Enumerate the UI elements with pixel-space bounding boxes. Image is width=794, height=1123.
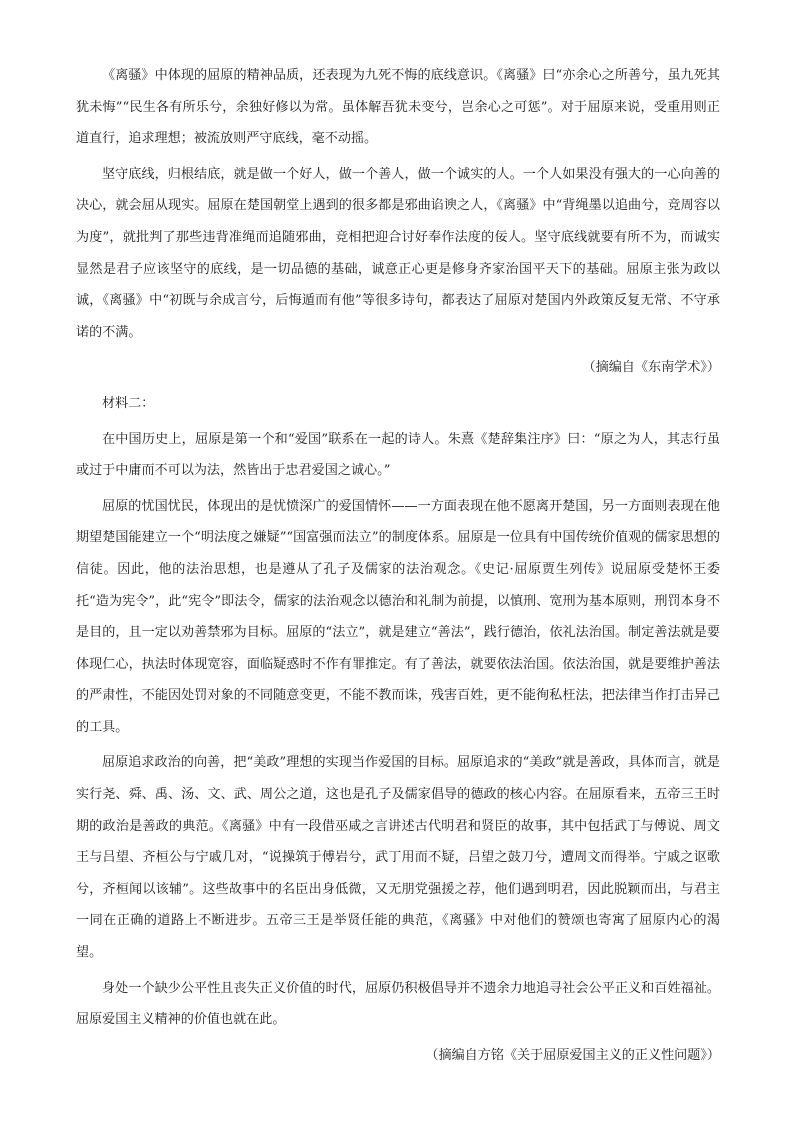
paragraph-4: 屈原的忧国忧民，体现出的是忧愤深广的爱国情怀——一方面表现在他不愿离开楚国，另一方面则表现在他期望楚国能建立一个“明法度之嫌疑”“国富强而法立”的制度体系。屈原是一位具有中国传统价值观的儒家思想的信徒。因此，他的法治思想，也是遵从了孔子及儒家的法治观念。《史记·屈原贾生列传》说屈原受楚怀王委托“造为宪令”，此“宪令”即法令，儒家的法治观念以德治和礼制为前提，以慎刑、宽刑为基本原则，刑罚本身不是目的，且一定以劝善禁邪为目标。屈原的“法立”，就是建立“善法”，践行德治，依礼法治国。制定善法就是要体现仁心，执法时体现宽容，面临疑惑时不作有罪推定。有了善法，就要依法治国。依法治国，就是要维护善法的严肃性，不能因处罚对象的不同随意变更，不能不教而诛，残害百姓，更不能徇私枉法，把法律当作打击异己的工具。 (76, 498, 720, 735)
document-page (76, 60, 720, 1075)
paragraph-2: 坚守底线，归根结底，就是做一个好人，做一个善人，做一个诚实的人。一个人如果没有强大的一心向善的决心，就会屈从现实。屈原在楚国朝堂上遇到的很多都是邪曲谄谀之人，《离骚》中“背绳墨以追曲兮，竞周容以为度”，就批判了那些违背准绳而追随邪曲，竞相把迎合讨好奉作法度的佞人。坚守底线就要有所不为，而诚实显然是君子应该坚守的底线，是一切品德的基础，诚意正心更是修身齐家治国平天下的基础。屈原主张为政以诚，《离骚》中“初既与余成言兮，后悔遁而有他”等很多诗句，都表达了屈原对楚国内外政策反复无常、不守承诺的不满。 (76, 166, 720, 340)
paragraph-3: 在中国历史上，屈原是第一个和“爱国”联系在一起的诗人。朱熹《楚辞集注序》曰：“原之为人，其志行虽或过于中庸而不可以为法，然皆出于忠君爱国之诚心。” (76, 431, 720, 479)
section-heading-material-2: 材料二： (102, 395, 155, 411)
paragraph-5: 屈原追求政治的向善，把“美政”理想的实现当作爱国的目标。屈原追求的“美政”就是善政，具体而言，就是实行尧、舜、禹、汤、文、武、周公之道，这也是孔子及儒家倡导的德政的核心内容。在屈原看来，五帝三王时期的政治是善政的典范。《离骚》中有一段借巫咸之言讲述古代明君和贤臣的故事，其中包括武丁与傅说、周文王与吕望、齐桓公与宁戚几对，“说操筑于傅岩兮，武丁用而不疑，吕望之鼓刀兮，遭周文而得举。宁戚之讴歌兮，齐桓闻以该辅”。这些故事中的名臣出身低微，又无朋党强援之荐，他们遇到明君，因此脱颖而出，与君主一同在正确的道路上不断进步。五帝三王是举贤任能的典范，《离骚》中对他们的赞颂也寄寓了屈原内心的渴望。 (76, 755, 720, 961)
paragraph-6: 身处一个缺少公平性且丧失正义价值的时代，屈原仍积极倡导并不遗余力地追寻社会公平正义和百姓福祉。屈原爱国主义精神的价值也就在此。 (76, 980, 720, 1028)
paragraph-1: 《离骚》中体现的屈原的精神品质，还表现为九死不悔的底线意识。《离骚》曰“亦余心之所善兮，虽九死其犹未悔”“民生各有所乐兮，余独好修以为常。虽体解吾犹未变兮，岂余心之可惩”。对于屈原来说，受重用则正道直行，追求理想；被流放则严守底线，毫不动摇。 (76, 68, 720, 147)
source-citation-1: （摘编自《东南学术》） (582, 360, 720, 376)
source-citation-2: （摘编自方铭《关于屈原爱国主义的正义性问题》） (425, 1047, 720, 1063)
